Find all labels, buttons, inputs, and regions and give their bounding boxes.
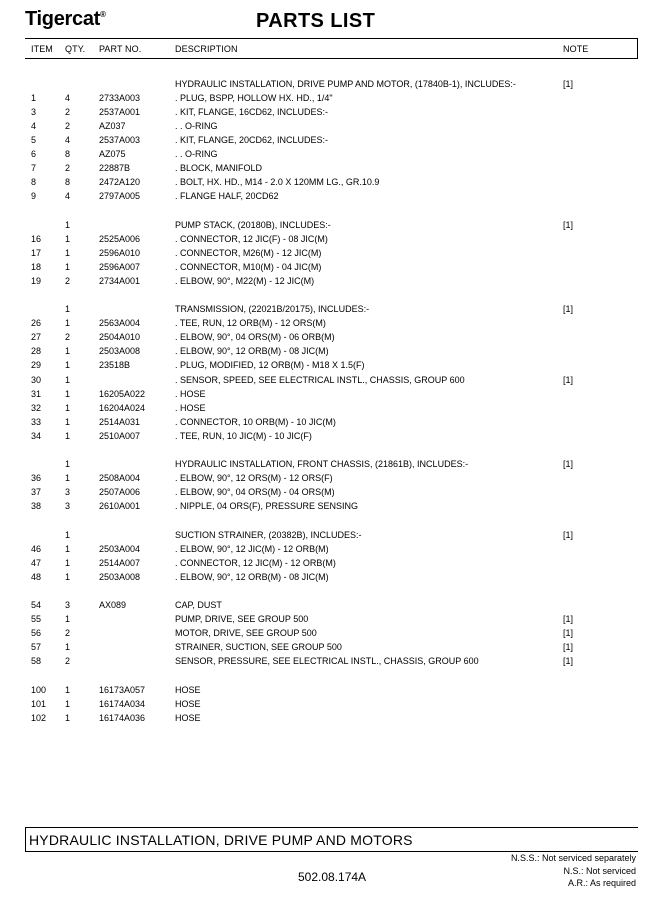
column-header-item: ITEM (31, 44, 53, 54)
qty-cell: 2 (65, 628, 71, 638)
description-cell: . . O-RING (175, 121, 218, 131)
qty-cell: 1 (65, 318, 71, 328)
part-number-cell: 2514A031 (99, 417, 141, 427)
description-cell: SENSOR, PRESSURE, SEE ELECTRICAL INSTL., CHASSIS, GROUP 600 (175, 656, 479, 666)
table-row (0, 387, 656, 401)
item-cell: 6 (31, 149, 37, 159)
footer-rule-left (25, 827, 26, 851)
description-cell: . TEE, RUN, 12 ORB(M) - 12 ORS(M) (175, 318, 326, 328)
table-row (0, 91, 656, 105)
description-cell: PUMP, DRIVE, SEE GROUP 500 (175, 614, 309, 624)
table-row (0, 77, 656, 91)
item-cell: 47 (31, 558, 42, 568)
description-cell: PUMP STACK, (20180B), INCLUDES:- (175, 220, 331, 230)
item-cell: 100 (31, 685, 47, 695)
table-row (0, 316, 656, 330)
table-row (0, 175, 656, 189)
description-cell: . CONNECTOR, 10 ORB(M) - 10 JIC(M) (175, 417, 336, 427)
note-cell: [1] (563, 628, 574, 638)
qty-cell: 1 (65, 459, 71, 469)
item-cell: 102 (31, 713, 47, 723)
description-cell: CAP, DUST (175, 600, 222, 610)
description-cell: . NIPPLE, 04 ORS(F), PRESSURE SENSING (175, 501, 359, 511)
note-cell: [1] (563, 304, 574, 314)
description-cell: . ELBOW, 90°, M22(M) - 12 JIC(M) (175, 276, 315, 286)
table-row (0, 358, 656, 372)
item-cell: 31 (31, 389, 42, 399)
part-number-cell: AZ037 (99, 121, 126, 131)
part-number-cell: AZ075 (99, 149, 126, 159)
qty-cell: 8 (65, 177, 71, 187)
description-cell: . CONNECTOR, 12 JIC(M) - 12 ORB(M) (175, 558, 336, 568)
part-number-cell: 16173A057 (99, 685, 146, 695)
qty-cell: 1 (65, 473, 71, 483)
table-row (0, 485, 656, 499)
description-cell: SUCTION STRAINER, (20382B), INCLUDES:- (175, 530, 362, 540)
registered-mark: ® (100, 10, 106, 19)
item-cell: 101 (31, 699, 47, 709)
description-cell: . ELBOW, 90°, 12 JIC(M) - 12 ORB(M) (175, 544, 329, 554)
brand-name: Tigercat (25, 8, 101, 30)
table-row (0, 640, 656, 654)
table-row (0, 401, 656, 415)
table-row (0, 161, 656, 175)
qty-cell: 1 (65, 544, 71, 554)
item-cell: 28 (31, 346, 42, 356)
table-row (0, 415, 656, 429)
description-cell: . BOLT, HX. HD., M14 - 2.0 X 120MM LG., GR.10.9 (175, 177, 380, 187)
part-number-cell: 2510A007 (99, 431, 141, 441)
part-number-cell: 2508A004 (99, 473, 141, 483)
table-row (0, 260, 656, 274)
qty-cell: 2 (65, 332, 71, 342)
item-cell: 5 (31, 135, 37, 145)
item-cell: 8 (31, 177, 37, 187)
table-row (0, 542, 656, 556)
note-cell: [1] (563, 220, 574, 230)
item-cell: 48 (31, 572, 42, 582)
table-row (0, 105, 656, 119)
table-row (0, 711, 656, 725)
description-cell: HYDRAULIC INSTALLATION, DRIVE PUMP AND MOTOR, (17840B-1), INCLUDES:- (175, 79, 516, 89)
part-number-cell: 16174A036 (99, 713, 146, 723)
description-cell: . ELBOW, 90°, 04 ORS(M) - 04 ORS(M) (175, 487, 335, 497)
item-cell: 16 (31, 234, 42, 244)
qty-cell: 1 (65, 558, 71, 568)
qty-cell: 1 (65, 346, 71, 356)
part-number-cell: 2503A008 (99, 346, 141, 356)
description-cell: HOSE (175, 713, 201, 723)
part-number-cell: 22887B (99, 163, 131, 173)
description-cell: HOSE (175, 685, 201, 695)
table-row (0, 683, 656, 697)
qty-cell: 1 (65, 403, 71, 413)
qty-cell: 1 (65, 234, 71, 244)
qty-cell: 4 (65, 93, 71, 103)
table-row (0, 302, 656, 316)
item-cell: 34 (31, 431, 42, 441)
note-cell: [1] (563, 79, 574, 89)
description-cell: . HOSE (175, 389, 206, 399)
item-cell: 27 (31, 332, 42, 342)
legend-nss: N.S.S.: Not serviced separately (510, 853, 636, 863)
table-row (0, 654, 656, 668)
description-cell: . CONNECTOR, M10(M) - 04 JIC(M) (175, 262, 322, 272)
item-cell: 7 (31, 163, 37, 173)
qty-cell: 1 (65, 220, 71, 230)
qty-cell: 1 (65, 685, 71, 695)
item-cell: 19 (31, 276, 42, 286)
qty-cell: 3 (65, 487, 71, 497)
description-cell: . HOSE (175, 403, 206, 413)
column-header-description: DESCRIPTION (175, 44, 238, 54)
qty-cell: 2 (65, 121, 71, 131)
qty-cell: 2 (65, 656, 71, 666)
part-number-cell: AX089 (99, 600, 127, 610)
description-cell: . ELBOW, 90°, 04 ORS(M) - 06 ORB(M) (175, 332, 335, 342)
item-cell: 26 (31, 318, 42, 328)
item-cell: 18 (31, 262, 42, 272)
qty-cell: 1 (65, 431, 71, 441)
qty-cell: 1 (65, 360, 71, 370)
part-number-cell: 2797A005 (99, 191, 141, 201)
description-cell: . ELBOW, 90°, 12 ORS(M) - 12 ORS(F) (175, 473, 333, 483)
note-cell: [1] (563, 642, 574, 652)
page-number: 502.08.174A (298, 870, 367, 884)
part-number-cell: 2563A004 (99, 318, 141, 328)
table-row (0, 697, 656, 711)
description-cell: . PLUG, BSPP, HOLLOW HX. HD., 1/4" (175, 93, 333, 103)
part-number-cell: 2503A008 (99, 572, 141, 582)
description-cell: MOTOR, DRIVE, SEE GROUP 500 (175, 628, 317, 638)
table-row (0, 344, 656, 358)
qty-cell: 3 (65, 600, 71, 610)
description-cell: . ELBOW, 90°, 12 ORB(M) - 08 JIC(M) (175, 346, 329, 356)
part-number-cell: 16204A024 (99, 403, 146, 413)
description-cell: . CONNECTOR, 12 JIC(F) - 08 JIC(M) (175, 234, 328, 244)
description-cell: . CONNECTOR, M26(M) - 12 JIC(M) (175, 248, 322, 258)
part-number-cell: 16174A034 (99, 699, 146, 709)
qty-cell: 4 (65, 191, 71, 201)
description-cell: STRAINER, SUCTION, SEE GROUP 500 (175, 642, 342, 652)
qty-cell: 4 (65, 135, 71, 145)
table-row (0, 119, 656, 133)
part-number-cell: 2504A010 (99, 332, 141, 342)
qty-cell: 1 (65, 375, 71, 385)
item-cell: 36 (31, 473, 42, 483)
note-cell: [1] (563, 375, 574, 385)
footer-rule-top (25, 827, 638, 828)
legend-ar: A.R.: As required (567, 878, 636, 888)
table-row (0, 330, 656, 344)
page-title: PARTS LIST (256, 10, 376, 32)
qty-cell: 1 (65, 304, 71, 314)
table-row (0, 626, 656, 640)
item-cell: 55 (31, 614, 42, 624)
item-cell: 57 (31, 642, 42, 652)
table-row (0, 556, 656, 570)
note-cell: [1] (563, 656, 574, 666)
item-cell: 32 (31, 403, 42, 413)
table-row (0, 133, 656, 147)
description-cell: . BLOCK, MANIFOLD (175, 163, 263, 173)
item-cell: 1 (31, 93, 37, 103)
description-cell: . FLANGE HALF, 20CD62 (175, 191, 279, 201)
description-cell: . TEE, RUN, 10 JIC(M) - 10 JIC(F) (175, 431, 312, 441)
part-number-cell: 2733A003 (99, 93, 141, 103)
part-number-cell: 2472A120 (99, 177, 141, 187)
table-row (0, 612, 656, 626)
item-cell: 58 (31, 656, 42, 666)
description-cell: . SENSOR, SPEED, SEE ELECTRICAL INSTL., CHASSIS, GROUP 600 (175, 375, 465, 385)
table-row (0, 457, 656, 471)
qty-cell: 2 (65, 276, 71, 286)
legend (511, 852, 636, 890)
table-row (0, 147, 656, 161)
qty-cell: 1 (65, 713, 71, 723)
qty-cell: 2 (65, 163, 71, 173)
description-cell: HYDRAULIC INSTALLATION, FRONT CHASSIS, (21861B), INCLUDES:- (175, 459, 469, 469)
part-number-cell: 2507A006 (99, 487, 141, 497)
table-row (0, 373, 656, 387)
column-header-note: NOTE (563, 44, 589, 54)
description-cell: . . O-RING (175, 149, 218, 159)
qty-cell: 1 (65, 262, 71, 272)
note-cell: [1] (563, 530, 574, 540)
item-cell: 3 (31, 107, 37, 117)
table-row (0, 528, 656, 542)
table-row (0, 598, 656, 612)
description-cell: . ELBOW, 90°, 12 ORB(M) - 08 JIC(M) (175, 572, 329, 582)
qty-cell: 2 (65, 107, 71, 117)
qty-cell: 1 (65, 699, 71, 709)
table-row (0, 499, 656, 513)
qty-cell: 1 (65, 248, 71, 258)
table-row (0, 232, 656, 246)
qty-cell: 1 (65, 417, 71, 427)
qty-cell: 1 (65, 572, 71, 582)
qty-cell: 1 (65, 530, 71, 540)
part-number-cell: 2537A001 (99, 107, 141, 117)
item-cell: 56 (31, 628, 42, 638)
part-number-cell: 2537A003 (99, 135, 141, 145)
part-number-cell: 23518B (99, 360, 131, 370)
note-cell: [1] (563, 614, 574, 624)
item-cell: 30 (31, 375, 42, 385)
footer-title: HYDRAULIC INSTALLATION, DRIVE PUMP AND MOTORS (29, 832, 413, 848)
part-number-cell: 2525A006 (99, 234, 141, 244)
description-cell: . KIT, FLANGE, 20CD62, INCLUDES:- (175, 135, 329, 145)
qty-cell: 1 (65, 614, 71, 624)
item-cell: 29 (31, 360, 42, 370)
part-number-cell: 2514A007 (99, 558, 141, 568)
item-cell: 17 (31, 248, 42, 258)
column-header-part-no: PART NO. (99, 44, 142, 54)
part-number-cell: 2503A004 (99, 544, 141, 554)
qty-cell: 1 (65, 389, 71, 399)
qty-cell: 1 (65, 642, 71, 652)
item-cell: 46 (31, 544, 42, 554)
description-cell: HOSE (175, 699, 201, 709)
column-header-qty: QTY. (65, 44, 86, 54)
table-row (0, 189, 656, 203)
part-number-cell: 2596A010 (99, 248, 141, 258)
description-cell: . PLUG, MODIFIED, 12 ORB(M) - M18 X 1.5(F) (175, 360, 365, 370)
table-row (0, 570, 656, 584)
table-row (0, 429, 656, 443)
table-row (0, 218, 656, 232)
item-cell: 54 (31, 600, 42, 610)
item-cell: 38 (31, 501, 42, 511)
table-row (0, 471, 656, 485)
part-number-cell: 16205A022 (99, 389, 146, 399)
qty-cell: 8 (65, 149, 71, 159)
item-cell: 9 (31, 191, 37, 201)
part-number-cell: 2596A007 (99, 262, 141, 272)
table-row (0, 274, 656, 288)
legend-ns: N.S.: Not serviced (563, 865, 636, 876)
item-cell: 33 (31, 417, 42, 427)
qty-cell: 3 (65, 501, 71, 511)
part-number-cell: 2734A001 (99, 276, 141, 286)
part-number-cell: 2610A001 (99, 501, 141, 511)
description-cell: . KIT, FLANGE, 16CD62, INCLUDES:- (175, 107, 329, 117)
description-cell: TRANSMISSION, (22021B/20175), INCLUDES:- (175, 304, 370, 314)
table-row (0, 246, 656, 260)
note-cell: [1] (563, 459, 574, 469)
item-cell: 37 (31, 487, 42, 497)
item-cell: 4 (31, 121, 37, 131)
